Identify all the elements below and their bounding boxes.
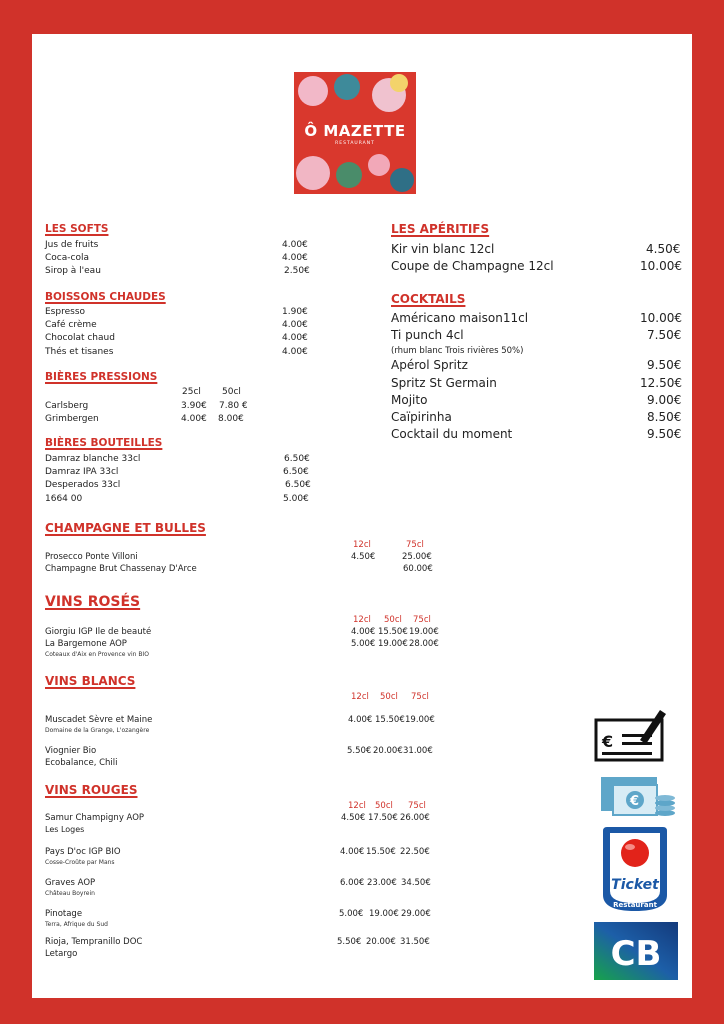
menu-item-price: 4.00€ [348, 715, 373, 725]
white-wines-heading: VINS BLANCS [45, 674, 136, 688]
menu-item-price: 19.00€ [405, 715, 435, 725]
menu-item-price: 6.50€ [284, 454, 310, 464]
menu-item-price: 5.50€ [347, 746, 372, 756]
menu-item-price: 9.50€ [647, 427, 682, 441]
menu-item-price: 7.80 € [219, 401, 248, 411]
menu-item-price: 8.50€ [647, 410, 682, 424]
menu-item-name: Prosecco Ponte Villoni [45, 552, 138, 562]
menu-item-price: 19.00€ [409, 627, 439, 637]
menu-item-name: Espresso [45, 307, 86, 317]
menu-item-price: 23.00€ [367, 878, 397, 888]
menu-item-price: 31.00€ [403, 746, 433, 756]
menu-item-price: 19.00€ [369, 909, 399, 919]
aperitifs-heading: LES APÉRITIFS [391, 222, 490, 236]
menu-item-price: 5.00€ [283, 494, 309, 504]
menu-item-price: 34.50€ [401, 878, 431, 888]
menu-item-name: Café crème [45, 320, 97, 330]
column-header: 12cl [351, 692, 369, 702]
column-header: 75cl [411, 692, 429, 702]
menu-item-price: 4.50€ [646, 242, 681, 256]
wine-origin: Domaine de la Grange, L'ozangère [45, 727, 150, 734]
menu-item-price: 10.00€ [640, 311, 682, 325]
menu-item-price: 9.00€ [647, 393, 682, 407]
menu-item-price: 5.00€ [339, 909, 364, 919]
menu-item-name: Samur Champigny AOP [45, 813, 145, 823]
menu-item-price: 6.50€ [283, 467, 309, 477]
menu-item-price: 1.90€ [282, 307, 308, 317]
menu-item-name: Giorgiu IGP Ile de beauté [45, 627, 152, 637]
menu-item-name: Rioja, Tempranillo DOC [45, 937, 143, 947]
menu-item-name: Damraz IPA 33cl [45, 467, 119, 477]
menu-item-name: Muscadet Sèvre et Maine [45, 715, 153, 725]
ticket-restaurant-logo [601, 825, 669, 913]
menu-item-price: 60.00€ [403, 564, 433, 574]
rose-wines-heading: VINS ROSÉS [45, 594, 141, 610]
logo-name: Ô MAZETTE [304, 122, 406, 140]
wine-origin: Letargo [45, 949, 78, 959]
column-header: 75cl [406, 540, 424, 550]
menu-item-price: 5.00€ [351, 639, 376, 649]
menu-item-name: Jus de fruits [45, 240, 99, 250]
menu-item-price: 4.00€ [282, 347, 308, 357]
menu-item-price: 5.50€ [337, 937, 362, 947]
menu-item-name: Grimbergen [45, 414, 99, 424]
column-header: 75cl [408, 801, 426, 811]
draft-beers-heading: BIÈRES PRESSIONS [45, 371, 158, 383]
restaurant-logo [294, 72, 416, 194]
menu-item-name: Américano maison11cl [391, 311, 529, 325]
column-header: 75cl [413, 615, 431, 625]
menu-item-price: 4.00€ [282, 333, 308, 343]
cocktail-note: (rhum blanc Trois rivières 50%) [391, 346, 524, 356]
menu-item-name: Caïpirinha [391, 410, 452, 424]
wine-origin: Les Loges [45, 825, 85, 834]
column-header: 50cl [375, 801, 393, 811]
menu-item-name: Graves AOP [45, 878, 96, 888]
logo-subtitle: RESTAURANT [335, 141, 375, 146]
ticket-subtitle: Restaurant [613, 901, 657, 909]
cash-icon [599, 775, 677, 819]
red-wines-heading: VINS ROUGES [45, 783, 138, 797]
menu-item-price: 20.00€ [373, 746, 403, 756]
wine-origin: Coteaux d'Aix en Provence vin BIO [45, 651, 149, 658]
cash-euro-sign: € [630, 794, 640, 809]
softs-heading: LES SOFTS [45, 223, 109, 235]
menu-item-name: Pinotage [45, 909, 83, 919]
menu-item-price: 6.50€ [285, 480, 311, 490]
menu-item-price: 6.00€ [340, 878, 365, 888]
menu-item-price: 12.50€ [640, 376, 682, 390]
menu-item-name: Thés et tisanes [45, 347, 114, 357]
menu-item-name: Coca-cola [45, 253, 89, 263]
menu-item-price: 22.50€ [400, 847, 430, 857]
column-header: 50cl [384, 615, 402, 625]
menu-item-name: Desperados 33cl [45, 480, 121, 490]
menu-item-price: 4.00€ [340, 847, 365, 857]
menu-item-price: 8.00€ [218, 414, 244, 424]
menu-item-price: 10.00€ [640, 259, 682, 273]
column-header: 25cl [182, 387, 201, 397]
wine-origin: Cosse-Croûte par Mans [45, 859, 115, 866]
ticket-label: Ticket [611, 877, 659, 893]
menu-item-name: 1664 00 [45, 494, 83, 504]
menu-item-name: Viognier Bio [45, 746, 97, 756]
menu-item-price: 7.50€ [647, 328, 682, 342]
menu-item-price: 15.50€ [375, 715, 405, 725]
cheque-euro-sign: € [602, 732, 614, 751]
menu-item-price: 4.00€ [282, 240, 308, 250]
menu-item-name: Carlsberg [45, 401, 89, 411]
menu-item-name: Damraz blanche 33cl [45, 454, 141, 464]
wine-origin: Ecobalance, Chili [45, 758, 118, 768]
menu-item-name: Cocktail du moment [391, 427, 513, 441]
menu-item-price: 29.00€ [401, 909, 431, 919]
column-header: 50cl [380, 692, 398, 702]
bottled-beers-heading: BIÈRES BOUTEILLES [45, 437, 163, 449]
menu-item-price: 26.00€ [400, 813, 430, 823]
wine-origin: Château Boyrein [45, 890, 95, 897]
menu-item-name: Chocolat chaud [45, 333, 115, 343]
menu-item-price: 20.00€ [366, 937, 396, 947]
cocktails-heading: COCKTAILS [391, 292, 466, 306]
cb-label: CB [610, 934, 662, 974]
champagne-heading: CHAMPAGNE ET BULLES [45, 521, 206, 535]
menu-item-price: 4.50€ [351, 552, 376, 562]
menu-item-price: 4.50€ [341, 813, 366, 823]
menu-item-name: Champagne Brut Chassenay D'Arce [45, 564, 197, 574]
menu-item-name: Kir vin blanc 12cl [391, 242, 495, 256]
menu-item-price: 19.00€ [378, 639, 408, 649]
cb-card-logo [594, 922, 678, 980]
hot-drinks-heading: BOISSONS CHAUDES [45, 291, 166, 303]
menu-item-name: Ti punch 4cl [391, 328, 464, 342]
menu-item-price: 3.90€ [181, 401, 207, 411]
cheque-icon [594, 704, 668, 764]
column-header: 12cl [353, 540, 371, 550]
menu-item-name: Coupe de Champagne 12cl [391, 259, 554, 273]
menu-item-price: 17.50€ [368, 813, 398, 823]
menu-item-price: 15.50€ [366, 847, 396, 857]
menu-item-price: 25.00€ [402, 552, 432, 562]
column-header: 50cl [222, 387, 241, 397]
menu-item-price: 4.00€ [181, 414, 207, 424]
menu-item-price: 2.50€ [284, 266, 310, 276]
column-header: 12cl [348, 801, 366, 811]
menu-item-price: 4.00€ [282, 253, 308, 263]
menu-item-price: 9.50€ [647, 358, 682, 372]
menu-item-price: 15.50€ [378, 627, 408, 637]
menu-item-name: Sirop à l'eau [45, 266, 101, 276]
menu-item-name: Spritz St Germain [391, 376, 497, 390]
menu-item-price: 28.00€ [409, 639, 439, 649]
menu-item-name: La Bargemone AOP [45, 639, 127, 649]
column-header: 12cl [353, 615, 371, 625]
wine-origin: Terra, Afrique du Sud [45, 921, 108, 928]
menu-item-price: 4.00€ [282, 320, 308, 330]
menu-item-name: Apérol Spritz [391, 358, 468, 372]
menu-item-name: Pays D'oc IGP BIO [45, 847, 121, 857]
menu-item-name: Mojito [391, 393, 428, 407]
menu-item-price: 4.00€ [351, 627, 376, 637]
menu-item-price: 31.50€ [400, 937, 430, 947]
